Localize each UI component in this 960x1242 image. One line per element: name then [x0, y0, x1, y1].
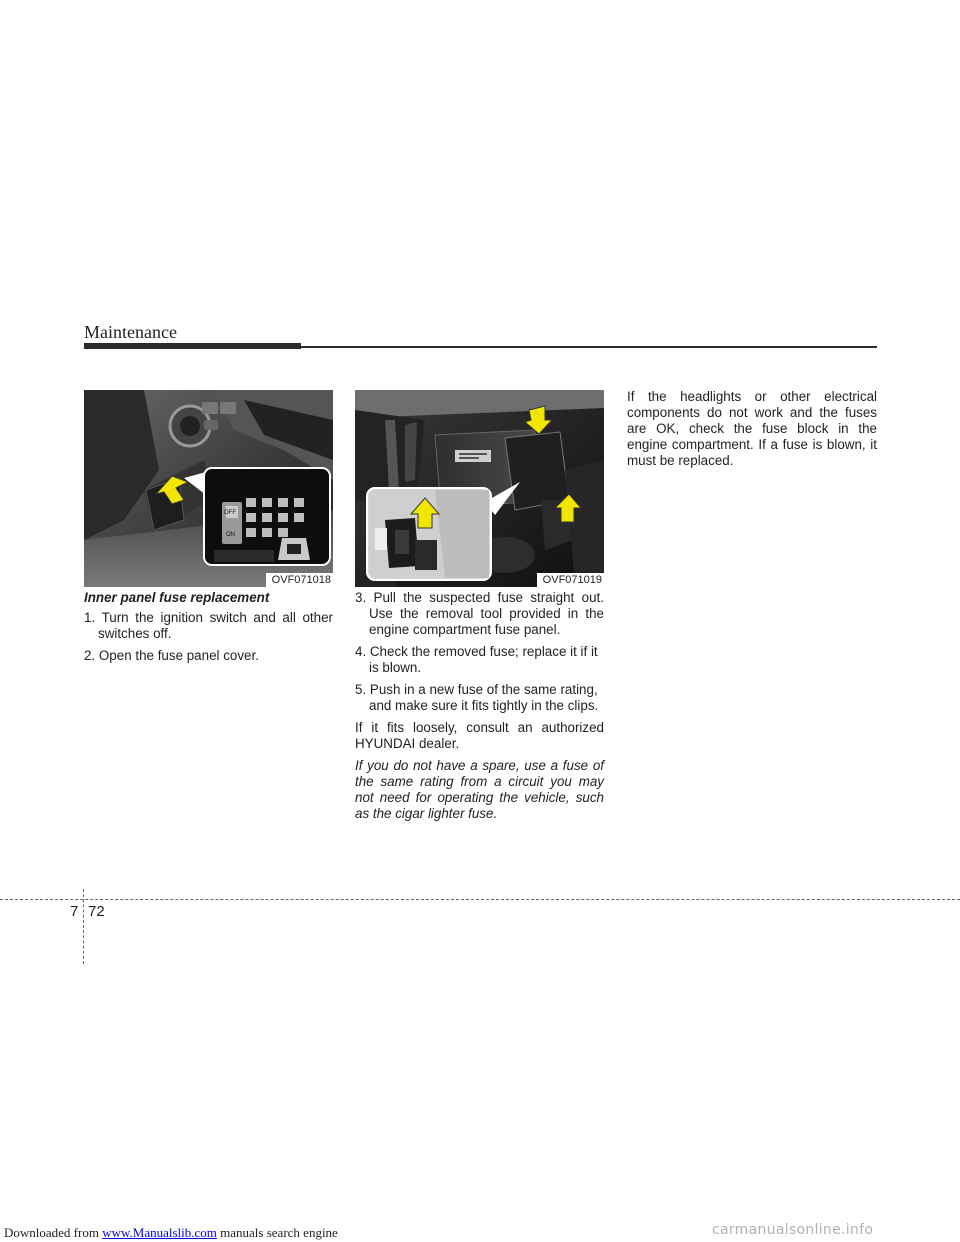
- figure-code-right: OVF071019: [537, 573, 604, 587]
- switch-on-label: ON: [226, 532, 235, 538]
- engine-fuse-paragraph: If the headlights or other electrical components do not work and the fuses are OK, check the fuse block in the engine compartment. If a fuse is blown, it must be replaced.: [627, 389, 877, 468]
- step-3: 3. Pull the suspected fuse straight out. Use the removal tool provided in the engine compartment fuse panel.: [355, 590, 604, 637]
- column-1: [84, 590, 333, 670]
- dealer-paragraph: If it fits loosely, consult an authorized HYUNDAI dealer.: [355, 720, 604, 751]
- section-title: Maintenance: [84, 322, 177, 342]
- figure-engine-fuse-box: [355, 390, 604, 587]
- manualslib-link[interactable]: www.Manualslib.com: [102, 1225, 217, 1240]
- step-4: 4. Check the removed fuse; replace it if it is blown.: [355, 644, 598, 675]
- dashboard-photo: [84, 390, 333, 587]
- download-suffix: manuals search engine: [216, 1225, 338, 1240]
- step-5: 5. Push in a new fuse of the same rating, and make sure it fits tightly in the clips.: [355, 682, 599, 713]
- switch-off-label: OFF: [224, 510, 236, 516]
- footer-rule: [0, 899, 960, 900]
- chapter-number: 7: [70, 903, 79, 920]
- column-2: [355, 590, 604, 828]
- engine-photo: [355, 390, 604, 587]
- step-2: 2. Open the fuse panel cover.: [84, 648, 259, 663]
- figure-code-left: OVF071018: [266, 573, 333, 587]
- download-prefix: Downloaded from: [4, 1225, 103, 1240]
- step-1: 1. Turn the ignition switch and all other switches off.: [84, 610, 333, 641]
- subheading-inner-panel: Inner panel fuse replacement: [84, 590, 270, 605]
- header-rule-thick: [84, 343, 301, 349]
- footer-divider: [83, 889, 84, 964]
- page-number: 72: [88, 903, 105, 920]
- header-rule-thin: [301, 346, 877, 348]
- column-3: [627, 389, 877, 475]
- figure-inner-fuse-panel: [84, 390, 333, 587]
- spare-fuse-note: If you do not have a spare, use a fuse of the same rating from a circuit you may not need for operating the vehicle, such as the cigar lighter fuse.: [355, 758, 604, 821]
- watermark: carmanualsonline.info: [712, 1222, 874, 1238]
- download-banner: [4, 1225, 338, 1241]
